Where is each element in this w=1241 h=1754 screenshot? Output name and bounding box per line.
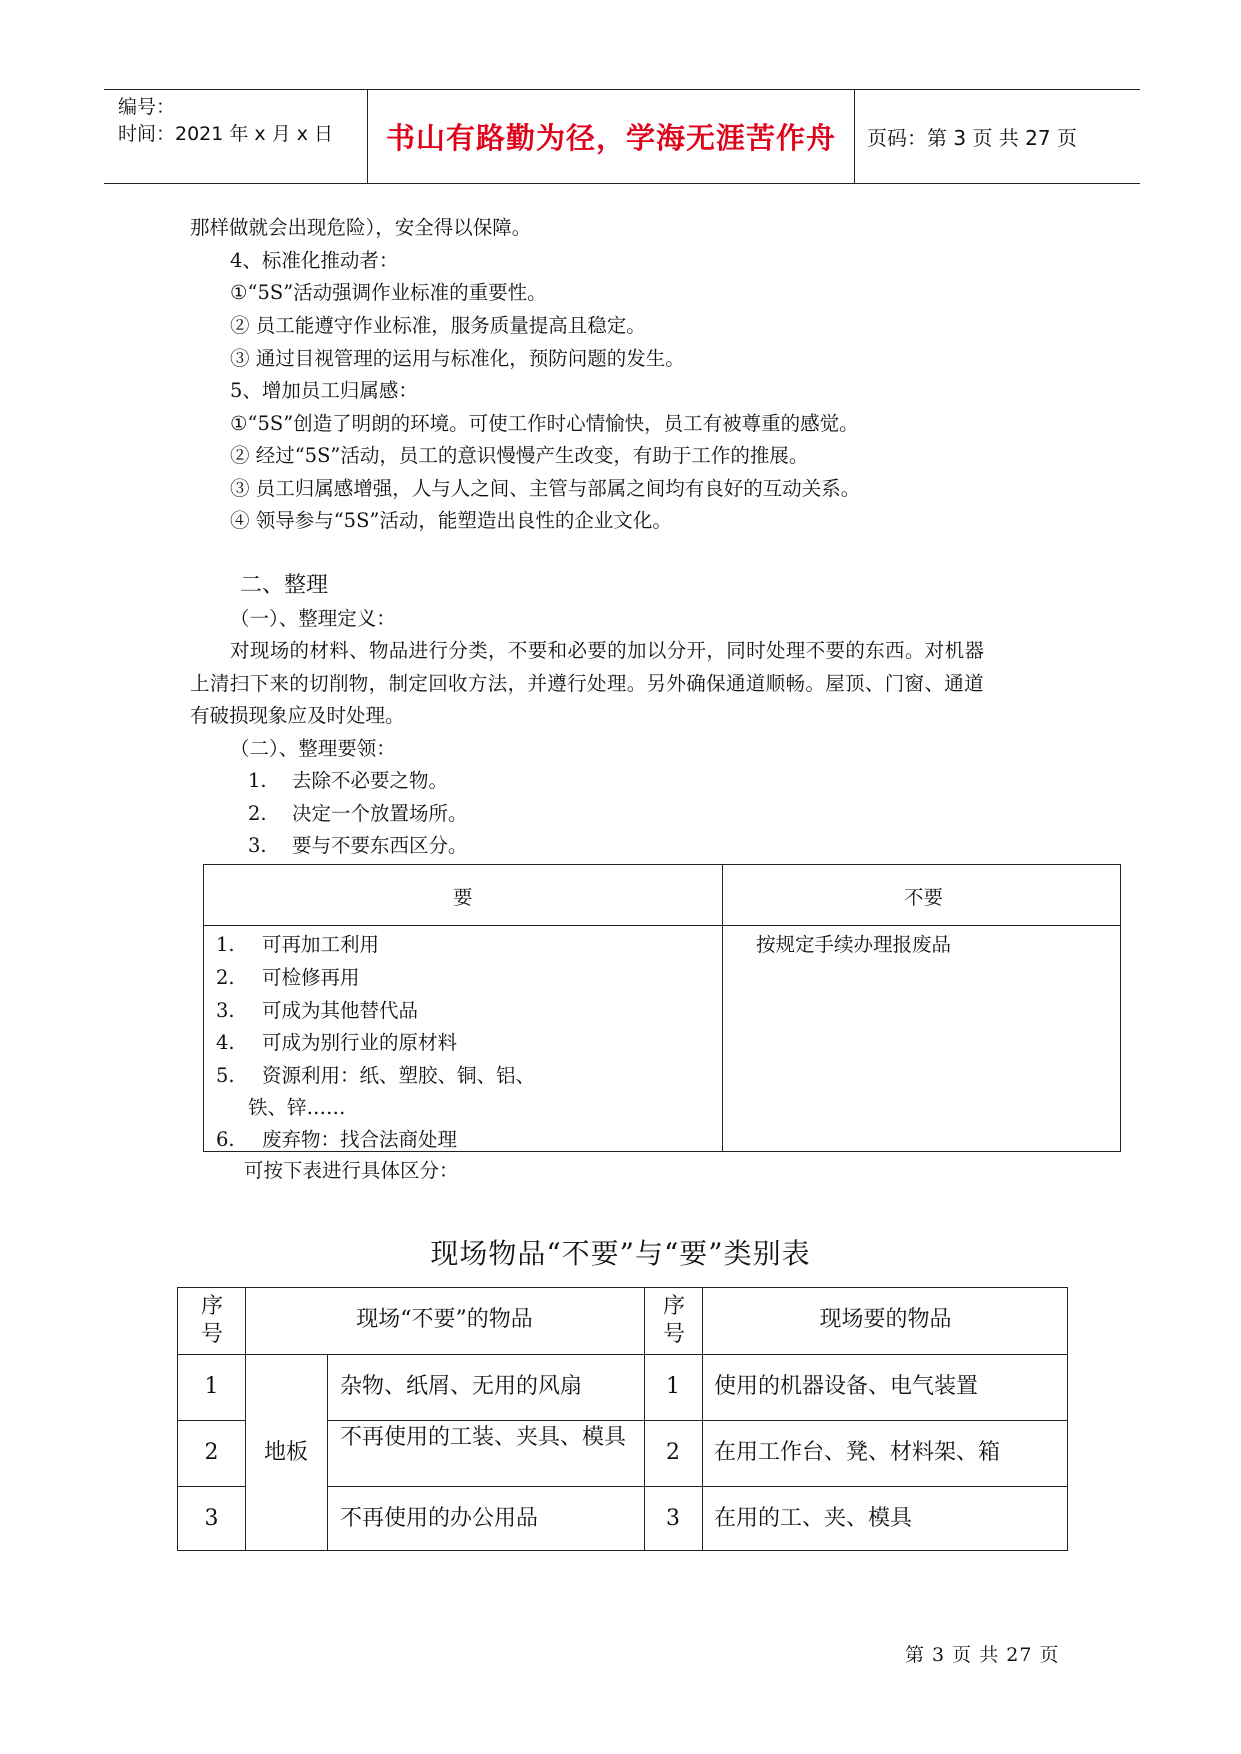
seq-cell: 3 bbox=[204, 1506, 219, 1531]
paragraph-line: 对现场的材料、物品进行分类，不要和必要的加以分开，同时处理不要的东西。对机器 bbox=[230, 639, 985, 662]
text-line: ①“5S”创造了明朗的环境。可使工作时心情愉快，员工有被尊重的感觉。 bbox=[230, 412, 859, 435]
list-text: 资源利用：纸、塑胶、铜、铝、 bbox=[262, 1064, 536, 1087]
list-item bbox=[216, 962, 360, 990]
unneeded-item: 杂物、纸屑、无用的风扇 bbox=[340, 1374, 583, 1399]
subsection-title: （一）、整理定义： bbox=[230, 607, 396, 630]
time-label: 时间：2021 年 x 月 x 日 bbox=[118, 123, 334, 145]
header-page-number: 页码：第 3 页 共 27 页 bbox=[867, 126, 1077, 150]
text-line: ② 员工能遵守作业标准，服务质量提高且稳定。 bbox=[230, 314, 646, 337]
column-header-seq: 序号 bbox=[200, 1294, 223, 1347]
group-cell: 地板 bbox=[263, 1440, 308, 1465]
text-line: 那样做就会出现危险），安全得以保障。 bbox=[190, 216, 532, 239]
page-footer: 第 3 页 共 27 页 bbox=[905, 1644, 1060, 1666]
list-number: 3. bbox=[248, 834, 267, 857]
list-text: 可成为别行业的原材料 bbox=[262, 1031, 458, 1054]
needed-item: 使用的机器设备、电气装置 bbox=[714, 1374, 979, 1399]
list-text: 可成为其他替代品 bbox=[262, 999, 419, 1022]
list-number: 6. bbox=[216, 1128, 235, 1151]
text-line: 可按下表进行具体区分： bbox=[244, 1159, 459, 1182]
text-line: ③ 通过目视管理的运用与标准化，预防问题的发生。 bbox=[230, 347, 685, 370]
text-line: ①“5S”活动强调作业标准的重要性。 bbox=[230, 281, 547, 304]
list-item bbox=[248, 801, 468, 827]
column-divider bbox=[722, 865, 723, 1151]
column-header-needed: 现场要的物品 bbox=[819, 1307, 952, 1332]
list-item bbox=[216, 1027, 457, 1055]
list-text: 铁、锌…… bbox=[248, 1096, 346, 1119]
text-line: ④ 领导参与“5S”活动，能塑造出良性的企业文化。 bbox=[230, 509, 672, 532]
subsection-title: （二）、整理要领： bbox=[230, 737, 396, 760]
row-divider bbox=[178, 1354, 1067, 1355]
seq-cell: 2 bbox=[666, 1440, 680, 1465]
list-text: 可检修再用 bbox=[262, 966, 360, 989]
category-table bbox=[177, 1287, 1068, 1551]
unneeded-item: 不再使用的办公用品 bbox=[340, 1506, 539, 1531]
need-vs-unneeded-table bbox=[203, 864, 1121, 1152]
text-line: 5、增加员工归属感： bbox=[230, 379, 418, 402]
unneeded-item: 不再使用的工装、夹具、模具 bbox=[340, 1425, 627, 1450]
list-text: 可再加工利用 bbox=[262, 933, 380, 956]
column-header-unneeded: 现场“不要”的物品 bbox=[356, 1307, 533, 1332]
list-number: 1. bbox=[248, 769, 267, 792]
column-divider bbox=[327, 1354, 328, 1550]
table-header-row bbox=[204, 865, 1120, 926]
seq-cell: 3 bbox=[666, 1506, 680, 1531]
text-line: ③ 员工归属感增强，人与人之间、主管与部属之间均有良好的互动关系。 bbox=[230, 477, 861, 500]
no-need-text: 按规定手续办理报废品 bbox=[756, 933, 952, 956]
list-number: 1. bbox=[216, 933, 235, 956]
list-item-continuation bbox=[248, 1092, 346, 1120]
list-item bbox=[216, 1060, 535, 1088]
seq-cell: 1 bbox=[204, 1374, 219, 1399]
paragraph-line: 有破损现象应及时处理。 bbox=[190, 704, 405, 727]
column-header-no-need: 不要 bbox=[904, 886, 944, 909]
row-divider bbox=[327, 1486, 1067, 1487]
list-number: 4. bbox=[216, 1031, 235, 1054]
table-title: 现场物品“不要”与“要”类别表 bbox=[430, 1237, 811, 1270]
seq-cell: 1 bbox=[666, 1374, 680, 1399]
needed-item: 在用的工、夹、模具 bbox=[714, 1506, 913, 1531]
list-item bbox=[248, 768, 448, 794]
list-item bbox=[216, 1124, 457, 1152]
number-label: 编号： bbox=[118, 96, 176, 118]
list-text: 决定一个放置场所。 bbox=[292, 802, 468, 825]
list-text: 去除不必要之物。 bbox=[292, 769, 449, 792]
list-number: 5. bbox=[216, 1064, 235, 1087]
list-text: 废弃物：找合法商处理 bbox=[262, 1128, 458, 1151]
list-item bbox=[248, 833, 468, 859]
section-title: 二、整理 bbox=[240, 573, 329, 598]
needed-item: 在用工作台、凳、材料架、箱 bbox=[714, 1440, 1001, 1465]
header-meta bbox=[104, 90, 368, 183]
list-item bbox=[216, 995, 418, 1023]
list-number: 2. bbox=[248, 802, 267, 825]
list-number: 3. bbox=[216, 999, 235, 1022]
list-number: 2. bbox=[216, 966, 235, 989]
row-divider bbox=[178, 1486, 245, 1487]
column-header-need: 要 bbox=[453, 886, 473, 909]
header-motto: 书山有路勤为径，学海无涯苦作舟 bbox=[368, 90, 855, 183]
text-line: ② 经过“5S”活动，员工的意识慢慢产生改变，有助于工作的推展。 bbox=[230, 444, 809, 467]
paragraph-line: 上清扫下来的切削物，制定回收方法，并遵行处理。另外确保通道顺畅。屋顶、门窗、通道 bbox=[190, 672, 985, 695]
column-header-seq: 序号 bbox=[662, 1294, 685, 1347]
text-line: 4、标准化推动者： bbox=[230, 249, 399, 272]
list-text: 要与不要东西区分。 bbox=[292, 834, 468, 857]
row-divider bbox=[178, 1420, 245, 1421]
list-item bbox=[216, 929, 379, 957]
row-divider bbox=[327, 1420, 1067, 1421]
page-header bbox=[104, 89, 1140, 184]
seq-cell: 2 bbox=[204, 1440, 219, 1465]
